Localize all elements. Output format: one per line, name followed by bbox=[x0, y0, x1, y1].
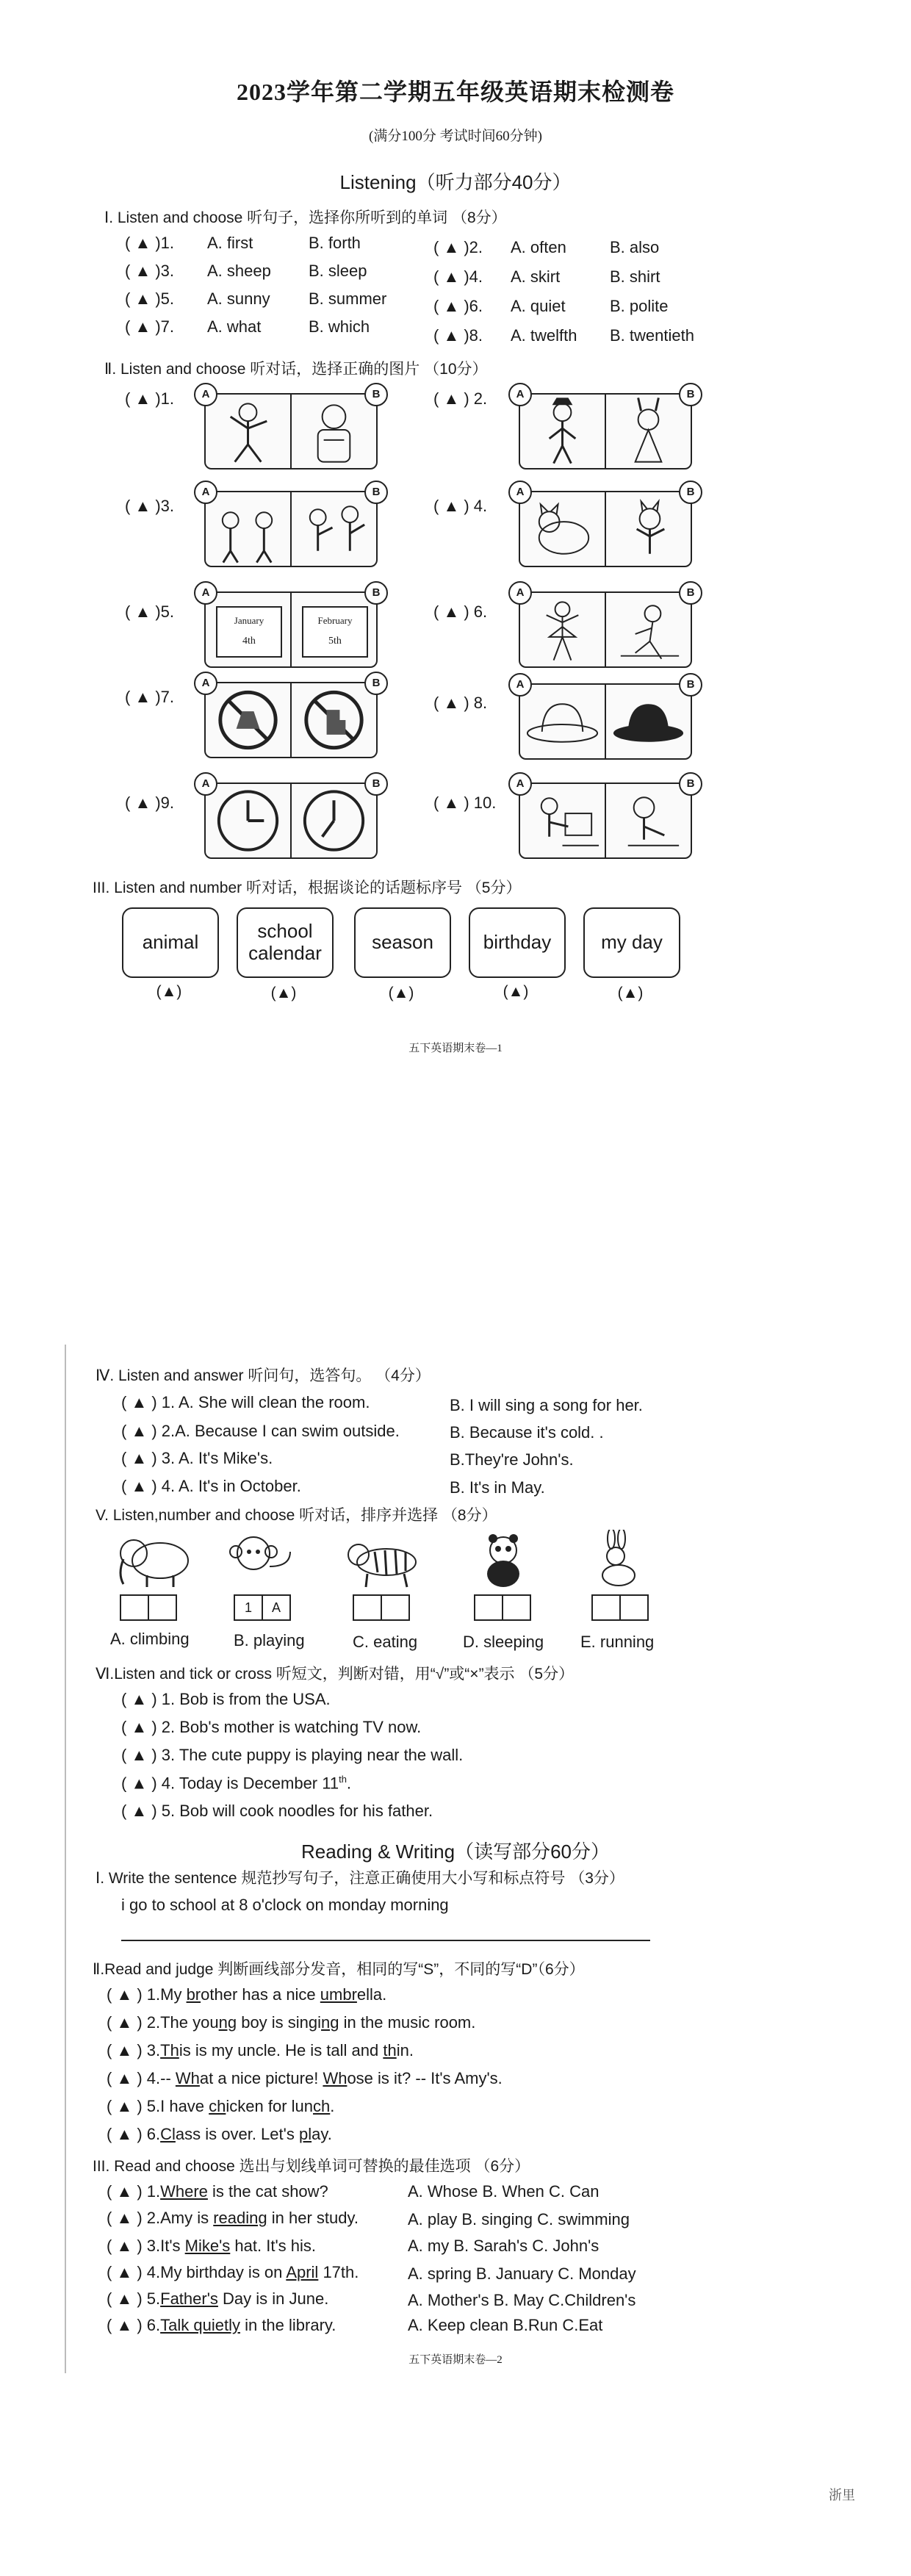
s6-item: ( ▲ ) 1. Bob is from the USA. bbox=[121, 1690, 331, 1708]
option-b-badge: B bbox=[679, 772, 702, 796]
picture-b bbox=[292, 586, 381, 666]
answer-box[interactable] bbox=[503, 1594, 531, 1621]
s1-right-a: A. skirt bbox=[511, 267, 561, 286]
rw3-item bbox=[107, 2237, 316, 2256]
picture-pair bbox=[516, 586, 695, 668]
option-b-badge: B bbox=[679, 673, 702, 697]
s1-right-a: A. often bbox=[511, 238, 566, 256]
answer-mark: (▲) bbox=[617, 985, 644, 1001]
rw2-item bbox=[107, 1985, 386, 2004]
answer-box[interactable] bbox=[149, 1594, 177, 1621]
calendar-day: 5th bbox=[328, 636, 342, 647]
answer-box-example: 1 bbox=[234, 1594, 263, 1621]
monkey-icon bbox=[217, 1530, 305, 1589]
answer-boxes bbox=[234, 1594, 291, 1621]
rw2-mid: at a nice picture! bbox=[199, 2069, 323, 2087]
s1-left-a: A. sunny bbox=[207, 289, 270, 308]
option-b-badge: B bbox=[364, 672, 388, 695]
section-4-title: Ⅳ. Listen and answer 听问句，选答句。 （4分） bbox=[96, 1367, 431, 1384]
rw2-mid: icken for lun bbox=[226, 2097, 314, 2115]
s1-left-num: ( ▲ )5. bbox=[125, 289, 174, 308]
s2-item-num: ( ▲ ) 4. bbox=[433, 497, 488, 515]
s1-left-num: ( ▲ )1. bbox=[125, 234, 174, 252]
rw3-options: A. play B. singing C. swimming bbox=[408, 2210, 630, 2228]
s1-left-b: B. summer bbox=[309, 289, 387, 308]
rw3-underline: reading bbox=[213, 2209, 267, 2227]
rw2-underline: Wh bbox=[323, 2069, 348, 2087]
rw2-pre: ( ▲ ) 5.I have bbox=[107, 2097, 209, 2115]
picture-b bbox=[606, 586, 695, 666]
rw3-post: is the cat show? bbox=[207, 2182, 328, 2201]
answer-box[interactable] bbox=[621, 1594, 649, 1621]
option-a-badge: A bbox=[194, 672, 217, 695]
s1-left-num: ( ▲ )7. bbox=[125, 317, 174, 336]
topic-card: season bbox=[354, 907, 451, 978]
s6-item: ( ▲ ) 2. Bob's mother is watching TV now. bbox=[121, 1718, 422, 1736]
rw2-mid: boy is singi bbox=[237, 2013, 322, 2032]
picture-b bbox=[606, 486, 695, 566]
s4-option-a: ( ▲ ) 1. A. She will clean the room. bbox=[121, 1393, 370, 1411]
s1-right-b: B. polite bbox=[610, 297, 669, 315]
rw3-pre: ( ▲ ) 1. bbox=[107, 2182, 161, 2201]
rw3-item bbox=[107, 2182, 328, 2201]
rw2-post: ay. bbox=[312, 2125, 332, 2143]
answer-box-example: A bbox=[263, 1594, 291, 1621]
rw3-post: hat. It's his. bbox=[230, 2237, 317, 2255]
picture-b bbox=[292, 677, 381, 757]
rw2-underline: ch bbox=[209, 2097, 226, 2115]
picture-b bbox=[606, 388, 695, 468]
picture-a bbox=[201, 486, 292, 566]
answer-boxes bbox=[353, 1594, 410, 1621]
section-5-title: V. Listen,number and choose 听对话，排序并选择 （8分） bbox=[96, 1507, 497, 1524]
rw2-pre: ( ▲ ) 2.The you bbox=[107, 2013, 219, 2032]
picture-pair bbox=[201, 586, 381, 668]
option-b-badge: B bbox=[364, 481, 388, 504]
rw2-item bbox=[107, 2041, 414, 2060]
rw3-options: A. Whose B. When C. Can bbox=[408, 2182, 599, 2201]
s2-item-num: ( ▲ ) 8. bbox=[433, 694, 488, 712]
s6-item: ( ▲ ) 3. The cute puppy is playing near the wall. bbox=[121, 1746, 464, 1764]
rw3-underline: April bbox=[286, 2263, 319, 2281]
picture-a bbox=[516, 678, 606, 758]
rw3-underline: Talk quietly bbox=[160, 2316, 240, 2334]
picture-pair bbox=[516, 678, 695, 760]
s2-item-num: ( ▲ ) 2. bbox=[433, 389, 488, 408]
rw3-item bbox=[107, 2209, 359, 2228]
s5-option: A. climbing bbox=[110, 1630, 190, 1648]
calendar-icon bbox=[216, 606, 282, 658]
exam-title: 2023学年第二学期五年级英语期末检测卷 bbox=[236, 79, 674, 105]
picture-b bbox=[292, 486, 381, 566]
picture-pair bbox=[516, 486, 695, 567]
rw2-pre: ( ▲ ) 1.My bbox=[107, 1985, 187, 2004]
answer-box[interactable] bbox=[474, 1594, 503, 1621]
picture-a bbox=[516, 486, 606, 566]
topic-card: animal bbox=[122, 907, 219, 978]
picture-b bbox=[292, 388, 381, 468]
picture-pair bbox=[201, 388, 381, 469]
tiger-icon bbox=[338, 1530, 426, 1589]
rw3-pre: ( ▲ ) 3.It's bbox=[107, 2237, 185, 2255]
rw3-post: in her study. bbox=[267, 2209, 359, 2227]
s1-left-b: B. which bbox=[309, 317, 370, 336]
section-6-title: Ⅵ.Listen and tick or cross 听短文，判断对错，用“√”或“×”表示 （5分） bbox=[96, 1666, 575, 1683]
s1-left-a: A. what bbox=[207, 317, 262, 336]
s4-option-a: ( ▲ ) 4. A. It's in October. bbox=[121, 1477, 301, 1495]
s5-option: D. sleeping bbox=[463, 1633, 544, 1651]
s1-right-a: A. quiet bbox=[511, 297, 566, 315]
rw3-underline: Mike's bbox=[184, 2237, 231, 2255]
rw2-post: . bbox=[330, 2097, 335, 2115]
s4-option-b: B.They're John's. bbox=[450, 1450, 574, 1469]
rw3-options: A. Keep clean B.Run C.Eat bbox=[408, 2316, 603, 2334]
s1-right-num: ( ▲ )4. bbox=[433, 267, 483, 286]
s2-item-num: ( ▲ )5. bbox=[125, 602, 174, 621]
s4-option-a: ( ▲ ) 3. A. It's Mike's. bbox=[121, 1449, 273, 1467]
s2-item-num: ( ▲ )1. bbox=[125, 389, 174, 408]
rw2-underline: umbr bbox=[320, 1985, 357, 2004]
rw2-mid: ass is over. Let's bbox=[175, 2125, 299, 2143]
rw3-underline: Where bbox=[160, 2182, 208, 2201]
page-2-footer: 五下英语期末卷—2 bbox=[408, 2354, 503, 2366]
option-a-badge: A bbox=[508, 772, 532, 796]
s1-right-num: ( ▲ )2. bbox=[433, 238, 483, 256]
option-b-badge: B bbox=[679, 383, 702, 406]
s2-item-num: ( ▲ ) 6. bbox=[433, 602, 488, 621]
s6-item-text: ( ▲ ) 4. Today is December 11 bbox=[121, 1774, 339, 1793]
s1-right-num: ( ▲ )8. bbox=[433, 326, 483, 345]
rw2-underline: br bbox=[186, 1985, 201, 2004]
section-2-title: Ⅱ. Listen and choose 听对话，选择正确的图片 （10分） bbox=[104, 361, 488, 378]
s5-option: E. running bbox=[580, 1633, 655, 1651]
section-1-title: Ⅰ. Listen and choose 听句子，选择你所听到的单词 （8分） bbox=[104, 209, 507, 226]
option-b-badge: B bbox=[364, 383, 388, 406]
rw2-underline: ng bbox=[218, 2013, 237, 2032]
rw2-underline: Th bbox=[160, 2041, 179, 2059]
rw2-underline: Cl bbox=[160, 2125, 176, 2143]
answer-box[interactable] bbox=[382, 1594, 410, 1621]
rw3-pre: ( ▲ ) 6. bbox=[107, 2316, 161, 2334]
s2-item-num: ( ▲ )3. bbox=[125, 497, 174, 515]
picture-a bbox=[201, 586, 292, 666]
option-b-badge: B bbox=[679, 581, 702, 605]
rw2-post: ose is it? -- It's Amy's. bbox=[347, 2069, 503, 2087]
s4-option-b: B. I will sing a song for her. bbox=[450, 1396, 643, 1414]
rw3-item bbox=[107, 2289, 328, 2309]
answer-boxes bbox=[591, 1594, 649, 1621]
answer-boxes bbox=[120, 1594, 177, 1621]
rw2-pre: ( ▲ ) 3. bbox=[107, 2041, 161, 2059]
rw3-post: 17th. bbox=[318, 2263, 359, 2281]
s1-left-num: ( ▲ )3. bbox=[125, 262, 174, 280]
option-b-badge: B bbox=[364, 581, 388, 605]
answer-box[interactable] bbox=[591, 1594, 621, 1621]
watermark: 浙里 bbox=[829, 2488, 855, 2503]
rw2-underline: ch bbox=[313, 2097, 331, 2115]
picture-b bbox=[292, 777, 381, 857]
rw3-post: in the library. bbox=[240, 2316, 336, 2334]
s1-left-a: A. first bbox=[207, 234, 253, 252]
answer-box[interactable] bbox=[353, 1594, 382, 1621]
option-a-badge: A bbox=[508, 673, 532, 697]
picture-a bbox=[516, 388, 606, 468]
rw2-underline: Wh bbox=[175, 2069, 200, 2087]
calendar-day: 4th bbox=[242, 636, 256, 647]
rw3-options: A. my B. Sarah's C. John's bbox=[408, 2237, 599, 2255]
option-a-badge: A bbox=[194, 481, 217, 504]
option-b-badge: B bbox=[679, 481, 702, 504]
s1-right-a: A. twelfth bbox=[511, 326, 577, 345]
rw-section-3-title: III. Read and choose 选出与划线单词可替换的最佳选项 （6分） bbox=[93, 2158, 530, 2175]
rw2-item bbox=[107, 2097, 334, 2116]
rw2-underline: th bbox=[383, 2041, 397, 2059]
picture-pair bbox=[201, 677, 381, 758]
rw3-item bbox=[107, 2263, 359, 2282]
rw-section-2-title: Ⅱ.Read and judge 判断画线部分发音，相同的写“S”，不同的写“D”（6分） bbox=[93, 1961, 585, 1978]
rw3-item bbox=[107, 2316, 336, 2335]
rw2-underline: pl bbox=[298, 2125, 312, 2143]
rw2-post: in the music room. bbox=[339, 2013, 476, 2032]
rw3-pre: ( ▲ ) 4.My birthday is on bbox=[107, 2263, 287, 2281]
section-3-title: III. Listen and number 听对话，根据谈论的话题标序号 （5分） bbox=[93, 879, 522, 896]
s5-option: C. eating bbox=[353, 1633, 418, 1651]
picture-pair bbox=[201, 777, 381, 859]
answer-mark: (▲) bbox=[503, 983, 529, 1000]
rw2-post: ella. bbox=[356, 1985, 387, 2004]
copy-sentence: i go to school at 8 o'clock on monday morning bbox=[121, 1896, 449, 1914]
rabbit-icon bbox=[573, 1530, 661, 1589]
answer-mark: (▲) bbox=[270, 985, 297, 1001]
topic-card: birthday bbox=[469, 907, 566, 978]
rw2-pre: ( ▲ ) 6. bbox=[107, 2125, 161, 2143]
elephant-icon bbox=[110, 1530, 198, 1589]
rw2-mid: is is my uncle. He is tall and bbox=[179, 2041, 384, 2059]
option-a-badge: A bbox=[508, 481, 532, 504]
picture-a bbox=[201, 677, 292, 757]
s1-right-b: B. also bbox=[610, 238, 660, 256]
s1-left-a: A. sheep bbox=[207, 262, 271, 280]
rw-section-1-title: Ⅰ. Write the sentence 规范抄写句子，注意正确使用大小写和标点符号 （3分） bbox=[96, 1870, 624, 1887]
s1-left-b: B. forth bbox=[309, 234, 361, 252]
s6-item-4 bbox=[121, 1774, 351, 1793]
rw2-post: in. bbox=[396, 2041, 414, 2059]
rw2-pre: ( ▲ ) 4.-- bbox=[107, 2069, 176, 2087]
picture-pair bbox=[201, 486, 381, 567]
rw3-pre: ( ▲ ) 2.Amy is bbox=[107, 2209, 214, 2227]
page-1-footer: 五下英语期末卷—1 bbox=[408, 1043, 503, 1054]
option-a-badge: A bbox=[194, 383, 217, 406]
rw2-mid: other has a nice bbox=[201, 1985, 320, 2004]
picture-a bbox=[201, 388, 292, 468]
reading-writing-heading: Reading & Writing（读写部分60分） bbox=[301, 1841, 610, 1863]
answer-box[interactable] bbox=[120, 1594, 149, 1621]
rw2-item bbox=[107, 2125, 332, 2144]
panda-icon bbox=[459, 1530, 547, 1589]
s1-right-num: ( ▲ )6. bbox=[433, 297, 483, 315]
topic-card: my day bbox=[583, 907, 680, 978]
option-b-badge: B bbox=[364, 772, 388, 796]
s1-right-b: B. twentieth bbox=[610, 326, 694, 345]
s2-item-num: ( ▲ )9. bbox=[125, 794, 174, 812]
answer-boxes bbox=[474, 1594, 531, 1621]
option-a-badge: A bbox=[194, 772, 217, 796]
rw3-underline: Father's bbox=[160, 2289, 218, 2308]
picture-pair bbox=[516, 777, 695, 859]
rw3-options: A. spring B. January C. Monday bbox=[408, 2264, 636, 2283]
calendar-month: January bbox=[234, 615, 264, 626]
s4-option-a: ( ▲ ) 2.A. Because I can swim outside. bbox=[121, 1422, 400, 1440]
calendar-month: February bbox=[317, 615, 353, 626]
picture-a bbox=[516, 777, 606, 857]
rw3-post: Day is in June. bbox=[217, 2289, 329, 2308]
picture-a bbox=[516, 586, 606, 666]
listening-heading: Listening（听力部分40分） bbox=[339, 171, 572, 193]
answer-mark: (▲) bbox=[156, 983, 182, 1000]
s2-item-num: ( ▲ ) 10. bbox=[433, 794, 497, 812]
rw2-item bbox=[107, 2069, 503, 2088]
s6-item: ( ▲ ) 5. Bob will cook noodles for his father. bbox=[121, 1802, 433, 1820]
rw3-pre: ( ▲ ) 5. bbox=[107, 2289, 161, 2308]
picture-b bbox=[606, 777, 695, 857]
s4-option-b: B. Because it's cold. . bbox=[450, 1423, 604, 1442]
picture-a bbox=[201, 777, 292, 857]
s4-option-b: B. It's in May. bbox=[450, 1478, 545, 1497]
rw3-options: A. Mother's B. May C.Children's bbox=[408, 2291, 636, 2309]
exam-subtitle: (满分100分 考试时间60分钟) bbox=[369, 129, 542, 144]
calendar-icon bbox=[302, 606, 368, 658]
s1-left-b: B. sleep bbox=[309, 262, 367, 280]
topic-card: school calendar bbox=[237, 907, 334, 978]
s5-option: B. playing bbox=[234, 1631, 305, 1649]
rw2-item bbox=[107, 2013, 475, 2032]
option-a-badge: A bbox=[508, 581, 532, 605]
s1-right-b: B. shirt bbox=[610, 267, 660, 286]
picture-b bbox=[606, 678, 695, 758]
option-a-badge: A bbox=[508, 383, 532, 406]
s2-item-num: ( ▲ )7. bbox=[125, 688, 174, 706]
answer-mark: (▲) bbox=[388, 985, 414, 1001]
rw2-underline: ng bbox=[321, 2013, 339, 2032]
s6-period: . bbox=[346, 1774, 352, 1793]
ordinal-suffix: th bbox=[339, 1774, 347, 1785]
option-a-badge: A bbox=[194, 581, 217, 605]
writing-line[interactable] bbox=[121, 1940, 650, 1941]
picture-pair bbox=[516, 388, 695, 469]
